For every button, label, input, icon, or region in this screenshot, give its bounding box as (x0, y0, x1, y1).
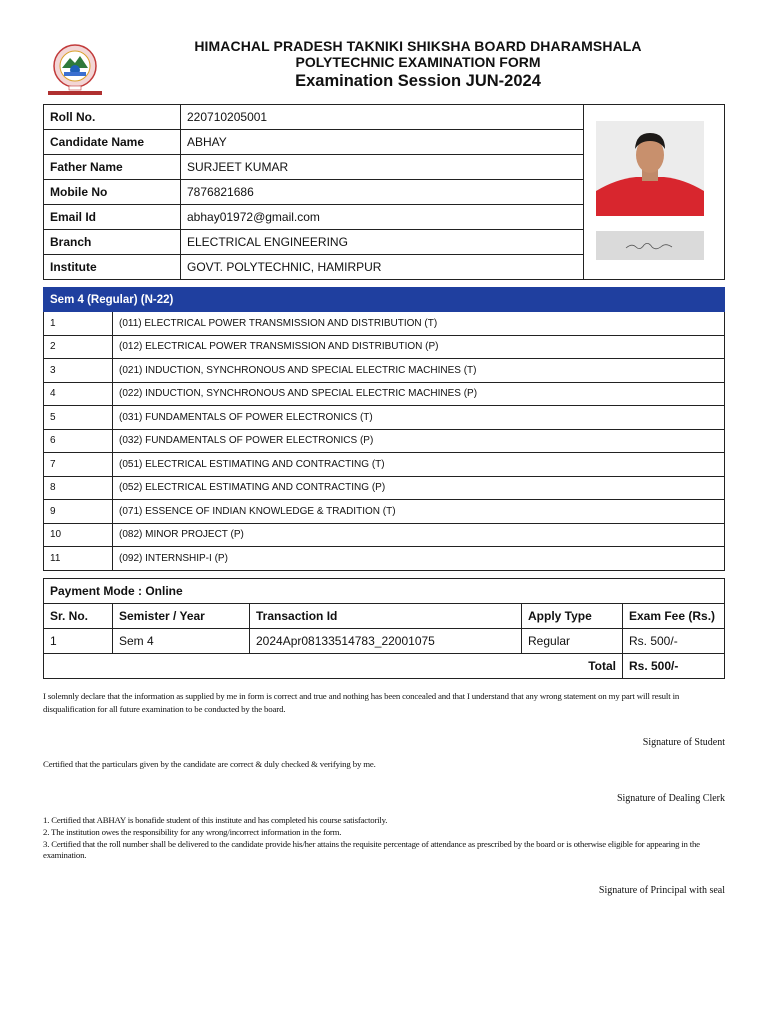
board-logo (44, 42, 106, 96)
note-item: 3. Certified that the roll number shall be delivered to the candidate provide his/her attains the requisite percentage of attendance as prescribed by the board or is otherwise eligible for appearing in the examination. (43, 838, 700, 861)
semester-title: Sem 4 (Regular) (N-22) (44, 288, 725, 312)
payment-row (44, 629, 725, 654)
form-title: POLYTECHNIC EXAMINATION FORM (295, 54, 541, 70)
subject-number: 8 (44, 476, 113, 500)
subject-row (44, 453, 725, 477)
label-branch: Branch (44, 230, 181, 255)
subject-row (44, 335, 725, 359)
subject-name: (022) INDUCTION, SYNCHRONOUS AND SPECIAL ELECTRIC MACHINES (P) (113, 382, 725, 406)
subject-number: 10 (44, 523, 113, 547)
subject-number: 1 (44, 312, 113, 336)
candidate-photo (596, 121, 704, 216)
subject-number: 7 (44, 453, 113, 477)
subject-number: 3 (44, 359, 113, 383)
subject-name: (092) INTERNSHIP-I (P) (113, 547, 725, 571)
subject-row (44, 382, 725, 406)
subject-row (44, 476, 725, 500)
header-sr-no: Sr. No. (44, 604, 113, 629)
label-email-id: Email Id (44, 205, 181, 230)
subject-row (44, 500, 725, 524)
payment-table (43, 578, 725, 679)
subject-name: (052) ELECTRICAL ESTIMATING AND CONTRACTING (P) (113, 476, 725, 500)
subject-name: (032) FUNDAMENTALS OF POWER ELECTRONICS (P) (113, 429, 725, 453)
payment-sr-no: 1 (44, 629, 113, 654)
subject-name: (082) MINOR PROJECT (P) (113, 523, 725, 547)
signature-student: Signature of Student (642, 737, 725, 748)
subject-number: 2 (44, 335, 113, 359)
payment-semester: Sem 4 (113, 629, 250, 654)
label-father-name: Father Name (44, 155, 181, 180)
board-name: HIMACHAL PRADESH TAKNIKI SHIKSHA BOARD DHARAMSHALA (194, 38, 642, 54)
payment-mode: Payment Mode : Online (44, 579, 725, 604)
clerk-certification-text: Certified that the particulars given by the candidate are correct & duly checked & verifying by me. (43, 759, 376, 769)
candidate-signature (596, 231, 704, 260)
subject-name: (071) ESSENCE OF INDIAN KNOWLEDGE & TRADITION (T) (113, 500, 725, 524)
payment-transaction-id: 2024Apr08133514783_22001075 (250, 629, 522, 654)
header-apply-type: Apply Type (522, 604, 623, 629)
value-institute: GOVT. POLYTECHNIC, HAMIRPUR (181, 255, 584, 280)
session-title: Examination Session JUN-2024 (295, 72, 541, 90)
subject-name: (021) INDUCTION, SYNCHRONOUS AND SPECIAL ELECTRIC MACHINES (T) (113, 359, 725, 383)
note-item: 1. Certified that ABHAY is bonafide student of this institute and has completed his course satisfactorily. (43, 815, 388, 825)
total-value: Rs. 500/- (623, 654, 725, 679)
value-roll-no: 220710205001 (181, 105, 584, 130)
subject-name: (012) ELECTRICAL POWER TRANSMISSION AND DISTRIBUTION (P) (113, 335, 725, 359)
payment-apply-type: Regular (522, 629, 623, 654)
candidate-info-table (43, 104, 725, 280)
subject-row (44, 429, 725, 453)
subject-name: (031) FUNDAMENTALS OF POWER ELECTRONICS (T) (113, 406, 725, 430)
total-label: Total (44, 654, 623, 679)
subject-name: (051) ELECTRICAL ESTIMATING AND CONTRACTING (T) (113, 453, 725, 477)
subject-number: 5 (44, 406, 113, 430)
value-father-name: SURJEET KUMAR (181, 155, 584, 180)
value-candidate-name: ABHAY (181, 130, 584, 155)
label-candidate-name: Candidate Name (44, 130, 181, 155)
payment-exam-fee: Rs. 500/- (623, 629, 725, 654)
subject-name: (011) ELECTRICAL POWER TRANSMISSION AND DISTRIBUTION (T) (113, 312, 725, 336)
subject-number: 6 (44, 429, 113, 453)
value-mobile-no: 7876821686 (181, 180, 584, 205)
subject-row (44, 547, 725, 571)
semester-subjects-table (43, 287, 725, 571)
label-mobile-no: Mobile No (44, 180, 181, 205)
subject-number: 9 (44, 500, 113, 524)
label-institute: Institute (44, 255, 181, 280)
header-transaction-id: Transaction Id (250, 604, 522, 629)
subject-row (44, 312, 725, 336)
principal-certification-notes (43, 815, 725, 862)
photo-signature-cell (584, 105, 725, 280)
declaration-text: I solemnly declare that the information as supplied by me in form is correct and true and nothing has been concealed and that I understand that any wrong statement on my part will result in disqualification for all future examination to be conducted by the board. (43, 691, 680, 714)
label-roll-no: Roll No. (44, 105, 181, 130)
value-email-id: abhay01972@gmail.com (181, 205, 584, 230)
payment-header-row (44, 604, 725, 629)
header-semester-year: Semister / Year (113, 604, 250, 629)
subject-number: 11 (44, 547, 113, 571)
payment-total-row (44, 654, 725, 679)
subject-row (44, 359, 725, 383)
signature-dealing-clerk: Signature of Dealing Clerk (616, 793, 725, 804)
subject-row (44, 523, 725, 547)
value-branch: ELECTRICAL ENGINEERING (181, 230, 584, 255)
note-item: 2. The institution owes the responsibility for any wrong/incorrect information in the form. (43, 826, 342, 837)
signature-principal: Signature of Principal with seal (598, 885, 725, 896)
header-exam-fee: Exam Fee (Rs.) (623, 604, 725, 629)
subject-row (44, 406, 725, 430)
subject-number: 4 (44, 382, 113, 406)
form-header (110, 38, 726, 92)
